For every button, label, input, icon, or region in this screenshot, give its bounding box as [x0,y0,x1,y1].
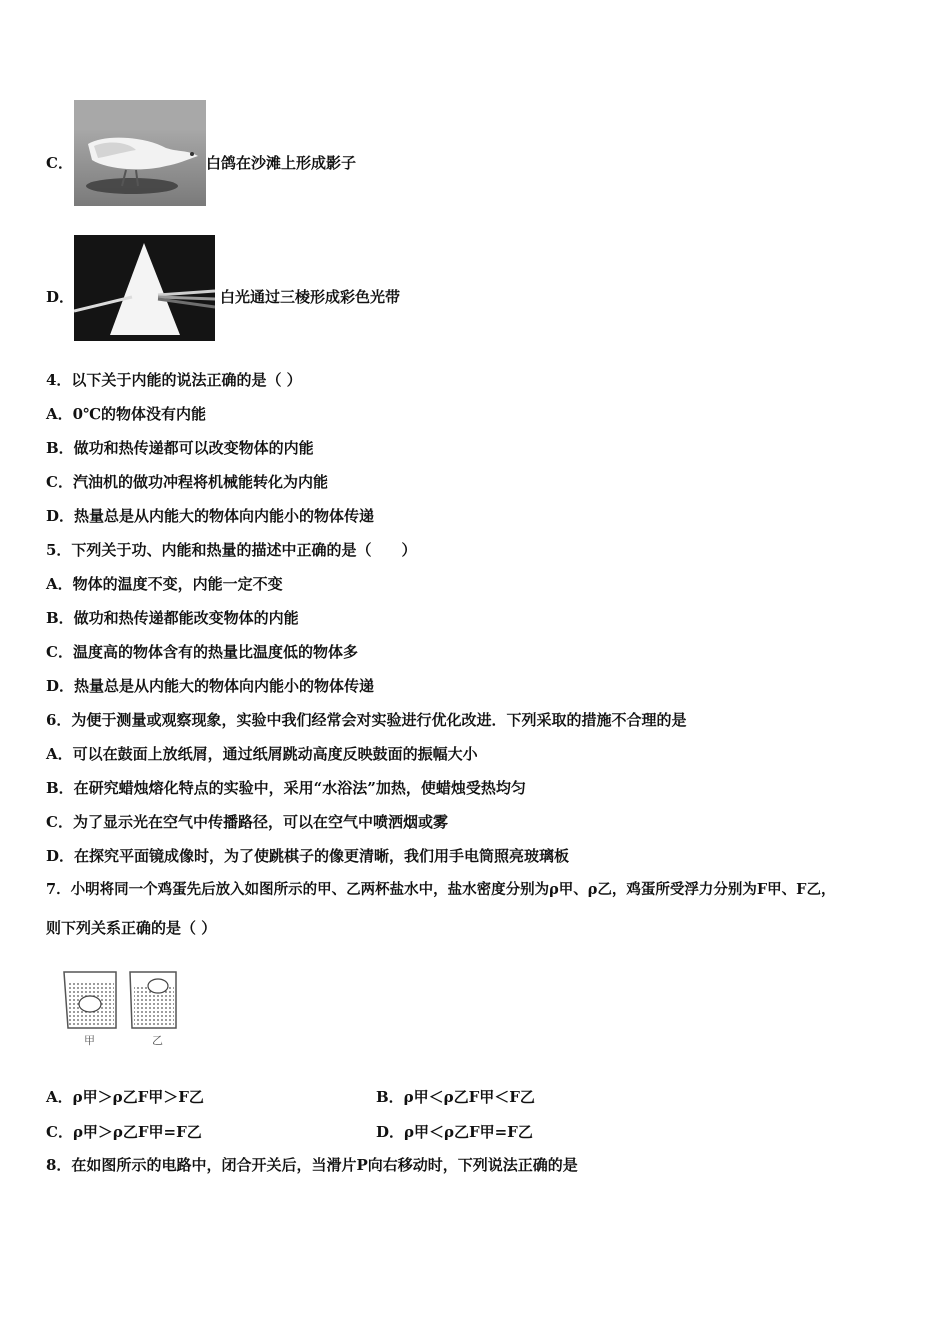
q8-stem: 8．在如图所示的电路中，闭合开关后，当滑片P向右移动时，下列说法正确的是 [46,1156,578,1174]
q4-option-d: D．热量总是从内能大的物体向内能小的物体传递 [46,507,375,525]
q7-stem-line1: 7．小明将同一个鸡蛋先后放入如图所示的甲、乙两杯盐水中，盐水密度分别为ρ甲、ρ乙，鸡蛋所受浮力分别为F甲、F乙， [46,881,836,898]
q6-stem: 6．为便于测量或观察现象，实验中我们经常会对实验进行优化改进．下列采取的措施不合理的是 [46,711,687,729]
q6-option-d: D．在探究平面镜成像时，为了使跳棋子的像更清晰，我们用手电筒照亮玻璃板 [46,847,570,865]
q7-option-d: D．ρ甲＜ρ乙F甲=F乙 [376,1123,533,1141]
q3-option-c-caption: 白鸽在沙滩上形成影子 [206,154,357,172]
q7-stem-line2: 则下列关系正确的是（ ） [46,919,217,937]
q5-option-d: D．热量总是从内能大的物体向内能小的物体传递 [46,677,375,695]
q3-option-d-letter: D． [46,288,75,306]
q4-option-a: A．0℃的物体没有内能 [46,405,207,423]
q4-stem: 4．以下关于内能的说法正确的是（ ） [46,371,302,389]
q7-option-c: C．ρ甲＞ρ乙F甲=F乙 [46,1123,202,1141]
q5-option-a: A．物体的温度不变，内能一定不变 [46,575,283,593]
q7-option-b: B．ρ甲＜ρ乙F甲＜F乙 [376,1088,535,1106]
dove-shadow-photo [74,100,206,206]
q6-option-a: A．可以在鼓面上放纸屑，通过纸屑跳动高度反映鼓面的振幅大小 [46,745,478,763]
q3-option-c-letter: C． [46,154,73,172]
prism-photo-svg [74,235,215,341]
prism-dispersion-photo [74,235,215,341]
beakers-figure [60,966,180,1048]
q7-option-a: A．ρ甲＞ρ乙F甲＞F乙 [46,1088,204,1106]
q3-option-d-caption: 白光通过三棱形成彩色光带 [220,288,401,306]
beaker-right-label: 乙 [152,1034,163,1047]
beaker-left-label: 甲 [84,1034,95,1047]
q4-option-b: B．做功和热传递都可以改变物体的内能 [46,439,314,457]
q6-option-c: C．为了显示光在空气中传播路径，可以在空气中喷洒烟或雾 [46,813,448,831]
q5-stem: 5．下列关于功、内能和热量的描述中正确的是（ ） [46,541,417,559]
q5-option-b: B．做功和热传递都能改变物体的内能 [46,609,299,627]
q5-option-c: C．温度高的物体含有的热量比温度低的物体多 [46,643,358,661]
q6-option-b: B．在研究蜡烛熔化特点的实验中，采用“水浴法”加热，使蜡烛受热均匀 [46,779,526,797]
dove-photo-svg [74,100,206,206]
q4-option-c: C．汽油机的做功冲程将机械能转化为内能 [46,473,328,491]
